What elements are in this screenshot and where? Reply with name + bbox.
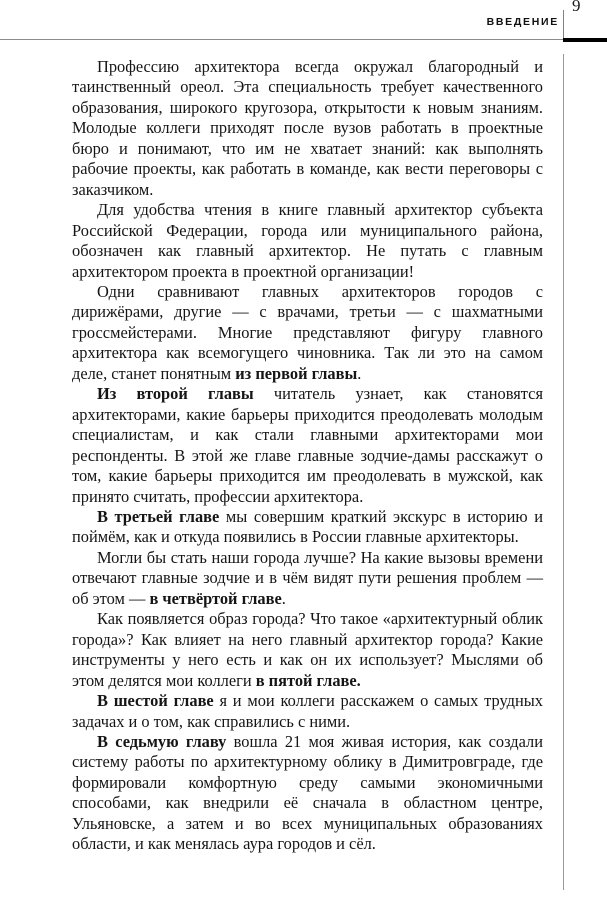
- paragraph-5-text: мы совершим краткий экскурс в историю и поймём, как и откуда появились в России главные архитекторы.: [72, 506, 543, 547]
- paragraph-3-tail: .: [357, 363, 362, 383]
- paragraph-9-text: вошла 21 моя живая история, как создали систему работы по архитектурному облику в Димитровграде, где формировали комфортную среду самыми экономичными способами, как внедрили её сначала в областном центре, Ульяновске, а затем и во всех муниципальных образованиях области, и как менялась аура городов и сёл.: [72, 731, 543, 854]
- paragraph-6-lead: Могли бы стать наши города лучше? На какие вызовы времени отвечают главные зодчие и в чём видят пути решения проблем — об этом —: [72, 547, 543, 608]
- paragraph-4: [72, 384, 543, 507]
- paragraph-3: [72, 282, 543, 384]
- paragraph-1: Профессию архитектора всегда окружал благородный и таинственный ореол. Эта специальность требует качественного образования, широкого кругозора, открытости к новым знаниям. Молодые коллеги приходят после вузов работать в проектные бюро и понимают, что им не хватает знаний: как выполнять рабочие проекты, как работать в команде, как вести переговоры с заказчиком.: [72, 57, 543, 199]
- running-head-title: ВВЕДЕНИЕ: [486, 16, 559, 28]
- paragraph-6-tail: .: [281, 588, 286, 608]
- header-rule-thin: [0, 39, 563, 40]
- chapter-ref-seven: В седьмую главу: [97, 731, 227, 751]
- paragraph-4-text: читатель узнает, как становятся архитекторами, какие барьеры приходится преодолевать молодым специалистам, и как стали главными архитекторами мои респонденты. В этой же главе главные зодчие-дамы расскажут о том, какие барьеры приходится им преодолевать в мужской, как принято считать, профессии архитектора.: [72, 384, 543, 506]
- paragraph-8-text: я и мои коллеги расскажем о самых трудных задачах и о том, как справились с ними.: [72, 691, 543, 731]
- chapter-ref-three: В третьей главе: [97, 506, 220, 526]
- paragraph-6: [72, 548, 543, 609]
- paragraph-2: Для удобства чтения в книге главный архитектор субъекта Российской Федерации, города или муниципального района, обозначен как главный архитектор. Не путать с главным архитектором проекта в проектной организации!: [72, 200, 543, 281]
- paragraph-3-lead: Одни сравнивают главных архитекторов городов с дирижёрами, другие — с врачами, третьи — с шахматными гроссмейстерами. Многие представляют фигуру главного архитектора как всемогущего чиновника. Так ли это на самом деле, станет понятным: [72, 281, 543, 383]
- paragraph-7: [72, 609, 543, 691]
- chapter-ref-two: Из второй главы: [97, 384, 254, 404]
- page-number: 9: [572, 0, 581, 15]
- chapter-ref-five: в пятой главе.: [255, 670, 361, 690]
- page-edge-rule: [563, 54, 564, 890]
- chapter-ref-six: В шестой главе: [97, 691, 214, 711]
- running-head: [0, 14, 607, 38]
- body-text-column: [72, 57, 543, 855]
- chapter-ref-four: в четвёртой главе: [149, 588, 282, 608]
- folio-divider-rule: [563, 10, 564, 40]
- paragraph-7-lead: Как появляется образ города? Что такое «архитектурный облик города»? Как влияет на него главный архитектор города? Какие инструменты у него есть и как он их использует? Мыслями об этом делятся мои коллеги: [72, 609, 543, 690]
- chapter-ref-one: из первой главы: [235, 363, 358, 383]
- header-rule-thick: [563, 38, 607, 42]
- paragraph-8: [72, 691, 543, 732]
- paragraph-5: [72, 507, 543, 548]
- paragraph-9: [72, 732, 543, 855]
